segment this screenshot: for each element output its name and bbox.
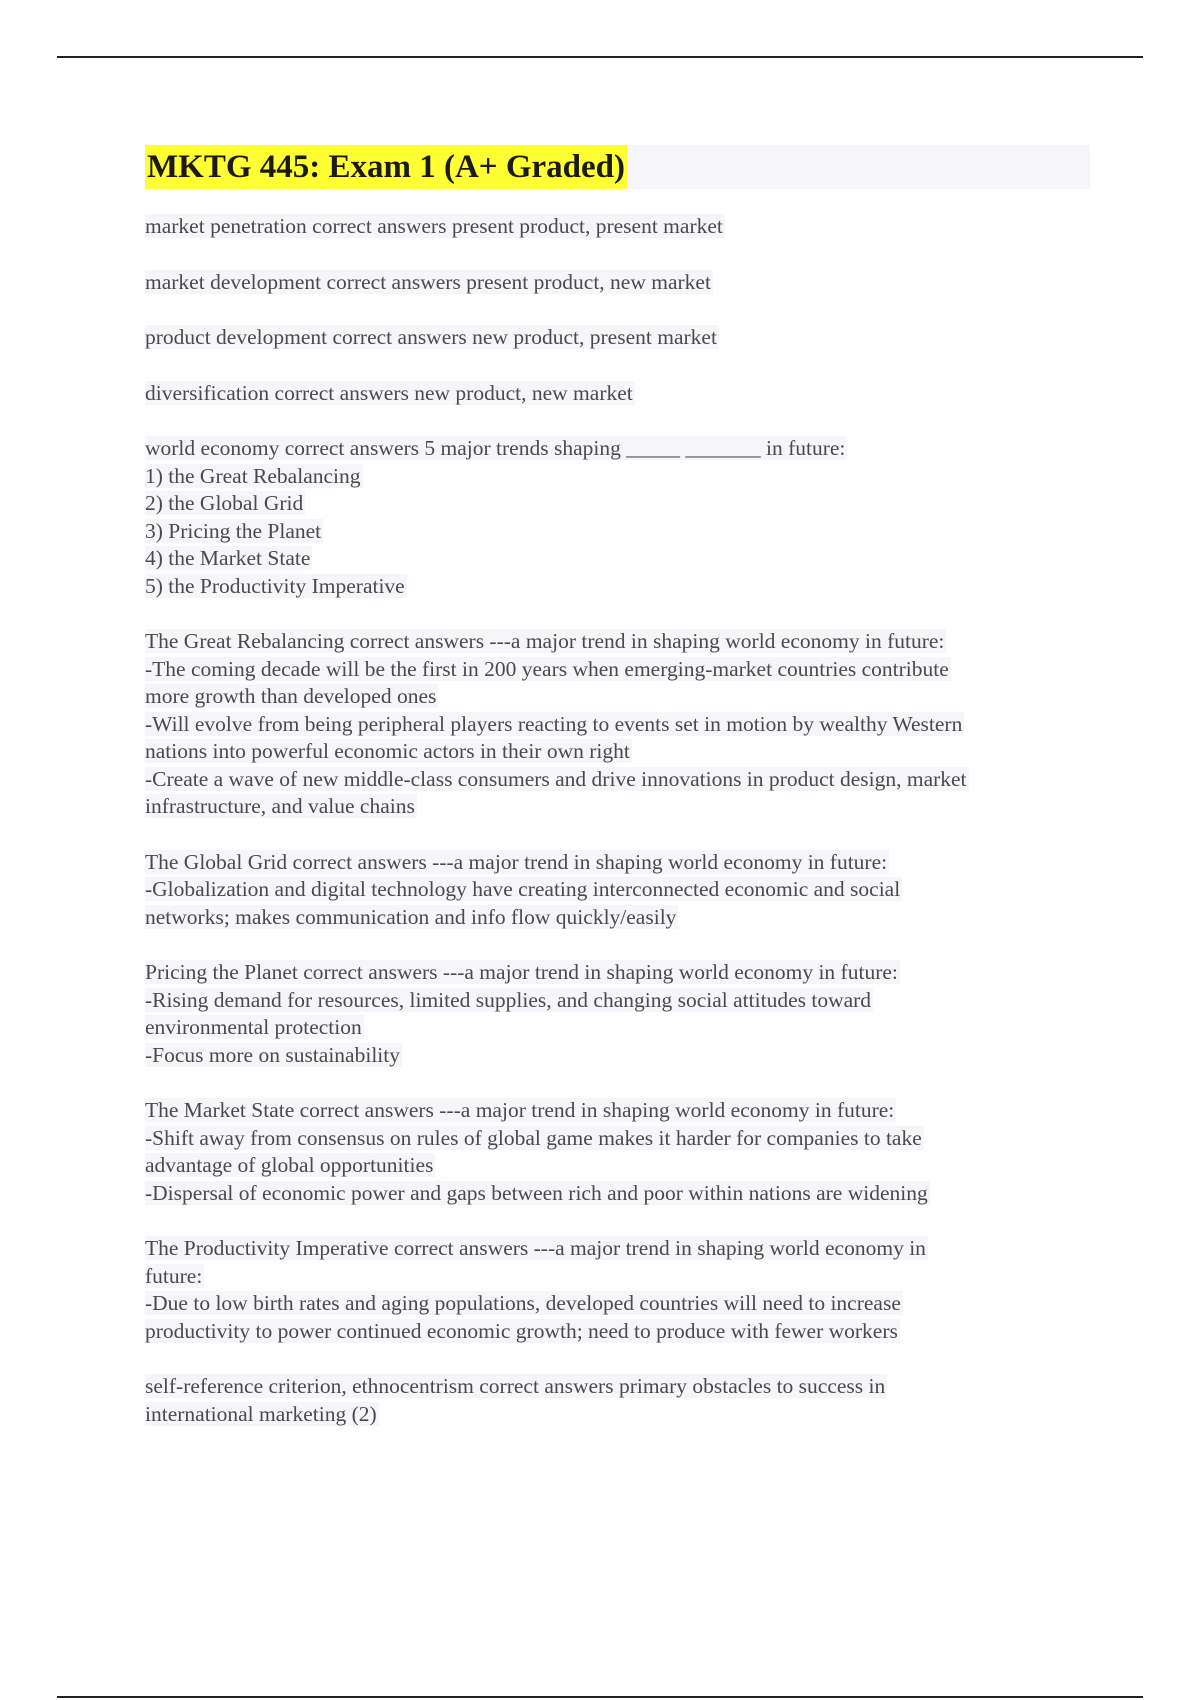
line-text: -Shift away from consensus on rules of global game makes it harder for companies to take	[145, 1125, 922, 1150]
document-body	[145, 213, 1095, 1456]
qa-entry	[145, 959, 1095, 1069]
line-text: advantage of global opportunities	[145, 1153, 434, 1177]
entry-term-line	[145, 435, 1095, 463]
line-text: The Market State correct answers ---a major trend in shaping world economy in future:	[145, 1098, 895, 1122]
line-text: The Global Grid correct answers ---a major trend in shaping world economy in future:	[145, 849, 888, 874]
entry-term-line	[145, 324, 1095, 352]
line-text: 5) the Productivity Imperative	[145, 573, 405, 598]
entry-answer-line	[145, 545, 1095, 573]
entry-answer-line	[145, 1318, 1095, 1346]
entry-answer-line	[145, 1152, 1095, 1180]
entry-answer-line	[145, 1180, 1095, 1208]
entry-answer-line	[145, 876, 1095, 904]
line-text: productivity to power continued economic growth; need to produce with fewer workers	[145, 1318, 898, 1343]
entry-answer-line	[145, 766, 1095, 794]
entry-term-line	[145, 628, 1095, 656]
line-text: diversification correct answers new product, new market	[145, 380, 633, 405]
line-text: -Focus more on sustainability	[145, 1042, 400, 1067]
line-text: -Due to low birth rates and aging populations, developed countries will need to increase	[145, 1291, 901, 1315]
line-text: -Rising demand for resources, limited supplies, and changing social attitudes toward	[145, 987, 872, 1012]
entry-answer-line	[145, 683, 1095, 711]
line-text: 3) Pricing the Planet	[145, 518, 322, 543]
qa-entry	[145, 628, 1095, 821]
line-text: more growth than developed ones	[145, 684, 437, 708]
line-text: infrastructure, and value chains	[145, 794, 415, 818]
entry-answer-line	[145, 738, 1095, 766]
entry-answer-line	[145, 490, 1095, 518]
document-title: MKTG 445: Exam 1 (A+ Graded)	[145, 145, 627, 189]
line-text: future:	[145, 1263, 203, 1288]
line-text: -Will evolve from being peripheral players reacting to events set in motion by wealthy Western	[145, 711, 963, 736]
entry-answer-line	[145, 1401, 1095, 1429]
top-rule	[57, 56, 1143, 58]
line-text: -The coming decade will be the first in 200 years when emerging-market countries contribute	[145, 656, 949, 681]
entry-answer-line	[145, 573, 1095, 601]
line-text: world economy correct answers 5 major trends shaping _____ _______ in future:	[145, 436, 846, 460]
qa-entry	[145, 269, 1095, 297]
qa-entry	[145, 1097, 1095, 1207]
entry-term-line	[145, 1097, 1095, 1125]
qa-entry	[145, 380, 1095, 408]
entry-answer-line	[145, 1042, 1095, 1070]
qa-entry	[145, 1235, 1095, 1345]
entry-answer-line	[145, 1263, 1095, 1291]
entry-term-line	[145, 269, 1095, 297]
entry-answer-line	[145, 987, 1095, 1015]
qa-entry	[145, 1373, 1095, 1428]
line-text: The Productivity Imperative correct answers ---a major trend in shaping world economy in	[145, 1236, 926, 1260]
entry-answer-line	[145, 518, 1095, 546]
line-text: 2) the Global Grid	[145, 491, 304, 515]
line-text: nations into powerful economic actors in their own right	[145, 739, 630, 763]
entry-term-line	[145, 380, 1095, 408]
entry-answer-line	[145, 1125, 1095, 1153]
line-text: product development correct answers new product, present market	[145, 325, 717, 349]
entry-answer-line	[145, 1290, 1095, 1318]
entry-term-line	[145, 1373, 1095, 1401]
line-text: 4) the Market State	[145, 546, 311, 570]
line-text: market development correct answers present product, new market	[145, 269, 711, 294]
line-text: networks; makes communication and info flow quickly/easily	[145, 904, 677, 929]
entry-answer-line	[145, 904, 1095, 932]
entry-term-line	[145, 213, 1095, 241]
line-text: The Great Rebalancing correct answers ---a major trend in shaping world economy in future:	[145, 629, 945, 653]
qa-entry	[145, 213, 1095, 241]
entry-answer-line	[145, 1014, 1095, 1042]
entry-answer-line	[145, 711, 1095, 739]
qa-entry	[145, 324, 1095, 352]
entry-answer-line	[145, 463, 1095, 491]
line-text: 1) the Great Rebalancing	[145, 463, 361, 488]
line-text: environmental protection	[145, 1015, 362, 1039]
entry-term-line	[145, 1235, 1095, 1263]
line-text: market penetration correct answers present product, present market	[145, 214, 723, 238]
line-text: Pricing the Planet correct answers ---a major trend in shaping world economy in future:	[145, 960, 898, 984]
line-text: self-reference criterion, ethnocentrism correct answers primary obstacles to success in	[145, 1374, 886, 1398]
bottom-rule	[57, 1696, 1143, 1698]
line-text: -Create a wave of new middle-class consumers and drive innovations in product design, market	[145, 766, 967, 791]
line-text: international marketing (2)	[145, 1401, 377, 1426]
qa-entry	[145, 849, 1095, 932]
entry-answer-line	[145, 656, 1095, 684]
line-text: -Globalization and digital technology have creating interconnected economic and social	[145, 877, 901, 901]
qa-entry	[145, 435, 1095, 600]
entry-term-line	[145, 959, 1095, 987]
line-text: -Dispersal of economic power and gaps between rich and poor within nations are widening	[145, 1180, 928, 1205]
entry-answer-line	[145, 793, 1095, 821]
entry-term-line	[145, 849, 1095, 877]
